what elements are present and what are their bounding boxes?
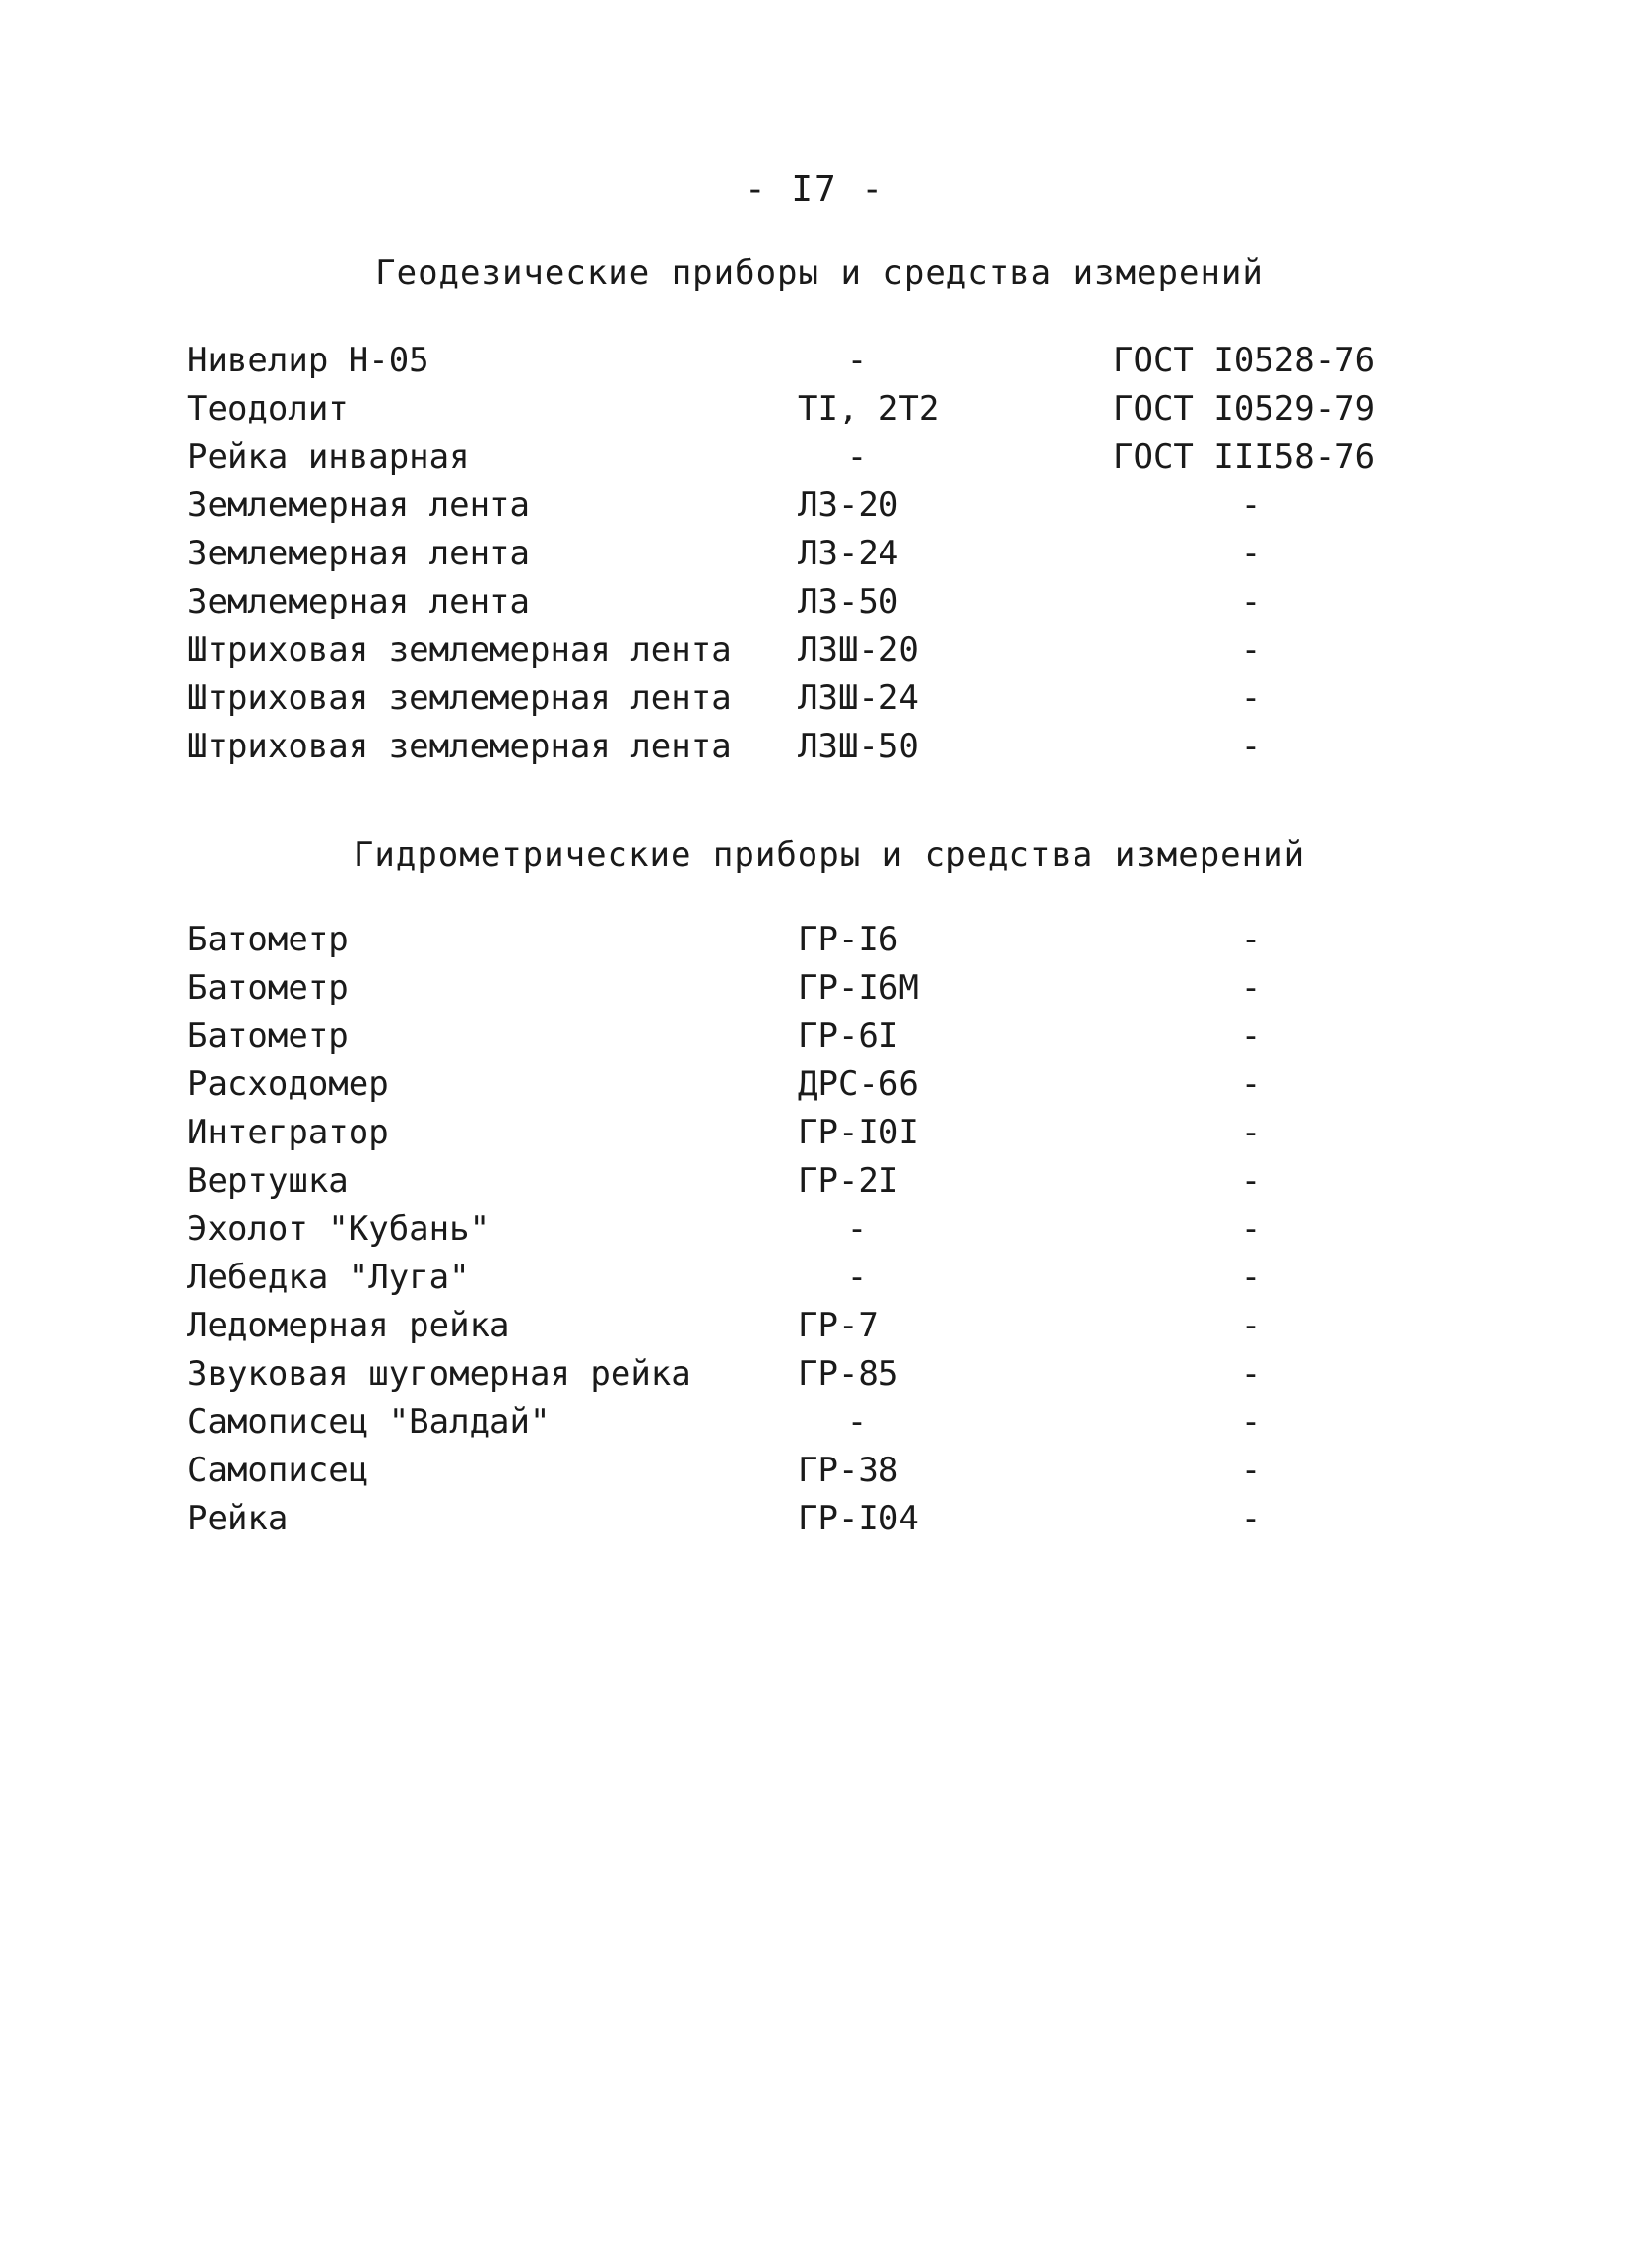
instrument-model: ЛЗ-50 <box>798 582 899 621</box>
instrument-name: Землемерная лента <box>187 534 530 573</box>
instrument-model: ГР-38 <box>798 1451 899 1490</box>
instrument-name: Лебедка "Луга" <box>187 1258 470 1297</box>
instrument-standard: - <box>1240 1016 1262 1056</box>
instrument-standard: - <box>1240 1306 1262 1345</box>
instrument-model: ГР-I6М <box>798 968 919 1007</box>
instrument-list <box>0 337 1629 771</box>
instrument-standard: - <box>1240 920 1262 959</box>
instrument-name: Землемерная лента <box>187 486 530 525</box>
instrument-standard: - <box>1240 534 1262 573</box>
instrument-standard: - <box>1240 630 1262 670</box>
instrument-name: Батометр <box>187 1016 349 1056</box>
instrument-model: - <box>846 1402 868 1442</box>
instrument-model: ГР-I6 <box>798 920 899 959</box>
instrument-name: Звуковая шугомерная рейка <box>187 1354 691 1393</box>
instrument-standard: - <box>1240 1209 1262 1249</box>
table-row <box>0 337 1629 385</box>
instrument-standard: ГОСТ I0528-76 <box>1113 341 1376 380</box>
instrument-model: - <box>846 437 868 477</box>
instrument-name: Штриховая землемерная лента <box>187 630 732 670</box>
instrument-standard: - <box>1240 486 1262 525</box>
instrument-model: ЛЗ-20 <box>798 486 899 525</box>
instrument-name: Эхолот "Кубань" <box>187 1209 490 1249</box>
table-row <box>0 1302 1629 1350</box>
instrument-standard: - <box>1240 679 1262 718</box>
table-row <box>0 916 1629 964</box>
instrument-standard: - <box>1240 1402 1262 1442</box>
table-row <box>0 1157 1629 1205</box>
table-row <box>0 1495 1629 1543</box>
table-row <box>0 530 1629 578</box>
instrument-name: Рейка инварная <box>187 437 470 477</box>
table-row <box>0 1205 1629 1254</box>
instrument-name: Нивелир Н-05 <box>187 341 429 380</box>
instrument-model: ЛЗШ-24 <box>798 679 919 718</box>
instrument-name: Самописец <box>187 1451 369 1490</box>
instrument-name: Ледомерная рейка <box>187 1306 510 1345</box>
instrument-standard: - <box>1240 1451 1262 1490</box>
instrument-standard: - <box>1240 1113 1262 1152</box>
instrument-model: ДРС-66 <box>798 1065 919 1104</box>
instrument-standard: - <box>1240 582 1262 621</box>
instrument-standard: - <box>1240 1258 1262 1297</box>
instrument-standard: - <box>1240 727 1262 766</box>
instrument-model: ГР-7 <box>798 1306 879 1345</box>
instrument-name: Самописец "Валдай" <box>187 1402 551 1442</box>
instrument-model: ГР-2I <box>798 1161 899 1200</box>
instrument-model: - <box>846 1209 868 1249</box>
instrument-name: Интегратор <box>187 1113 389 1152</box>
table-row <box>0 1254 1629 1302</box>
table-row <box>0 1350 1629 1398</box>
table-row <box>0 1061 1629 1109</box>
instrument-model: ГР-85 <box>798 1354 899 1393</box>
instrument-name: Штриховая землемерная лента <box>187 727 732 766</box>
section-title: Гидрометрические приборы и средства измерений <box>353 835 1306 875</box>
table-row <box>0 433 1629 482</box>
instrument-standard: ГОСТ I0529-79 <box>1113 389 1376 428</box>
table-row <box>0 1109 1629 1157</box>
table-row <box>0 578 1629 626</box>
instrument-name: Штриховая землемерная лента <box>187 679 732 718</box>
instrument-name: Рейка <box>187 1499 289 1538</box>
instrument-model: ЛЗ-24 <box>798 534 899 573</box>
instrument-model: TI, 2T2 <box>798 389 940 428</box>
instrument-name: Теодолит <box>187 389 349 428</box>
instrument-standard: - <box>1240 1161 1262 1200</box>
instrument-standard: - <box>1240 1499 1262 1538</box>
section-title: Геодезические приборы и средства измерений <box>375 253 1264 292</box>
instrument-model: ГР-6I <box>798 1016 899 1056</box>
instrument-standard: ГОСТ III58-76 <box>1113 437 1376 477</box>
instrument-name: Расходомер <box>187 1065 389 1104</box>
instrument-name: Батометр <box>187 920 349 959</box>
table-row <box>0 385 1629 433</box>
instrument-name: Землемерная лента <box>187 582 530 621</box>
table-row <box>0 1398 1629 1447</box>
instrument-model: ЛЗШ-50 <box>798 727 919 766</box>
instrument-standard: - <box>1240 1354 1262 1393</box>
table-row <box>0 964 1629 1012</box>
instrument-standard: - <box>1240 968 1262 1007</box>
table-row <box>0 626 1629 675</box>
instrument-model: - <box>846 341 868 380</box>
table-row <box>0 482 1629 530</box>
table-row <box>0 723 1629 771</box>
instrument-model: ГР-I0I <box>798 1113 919 1152</box>
instrument-list <box>0 916 1629 1543</box>
instrument-model: ЛЗШ-20 <box>798 630 919 670</box>
table-row <box>0 675 1629 723</box>
instrument-name: Батометр <box>187 968 349 1007</box>
table-row <box>0 1012 1629 1061</box>
page-number: - I7 - <box>744 169 885 210</box>
instrument-standard: - <box>1240 1065 1262 1104</box>
instrument-name: Вертушка <box>187 1161 349 1200</box>
instrument-model: ГР-I04 <box>798 1499 919 1538</box>
table-row <box>0 1447 1629 1495</box>
section-geodetic-instruments <box>0 248 1629 771</box>
instrument-model: - <box>846 1258 868 1297</box>
section-hydrometric-instruments <box>0 830 1629 1543</box>
